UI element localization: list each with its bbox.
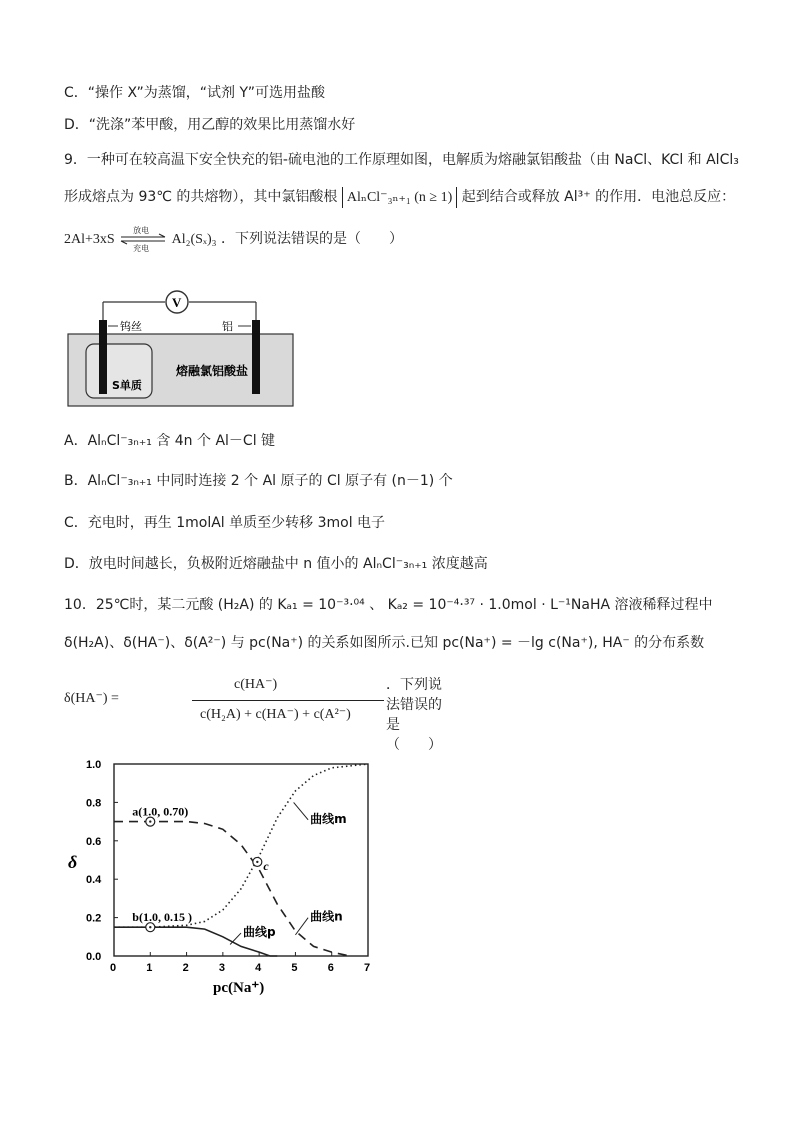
eq-reactants: 2Al+3xS	[64, 232, 115, 247]
q9-equation	[64, 226, 403, 253]
x-tick-label: 2	[182, 962, 189, 974]
x-tick-label: 6	[327, 962, 334, 974]
q9-line2-text2: 起到结合或释放 Al³⁺ 的作用．电池总反应：	[461, 189, 736, 205]
point-center	[149, 926, 151, 928]
q9-line2	[64, 186, 735, 208]
series-label: 曲线p	[243, 925, 276, 940]
formula-tail: ．下列说法错误的是（ ）	[386, 677, 442, 753]
point-center	[256, 861, 258, 863]
y-axis-label: δ	[68, 852, 78, 872]
y-tick-label: 0.6	[86, 835, 102, 848]
y-tick-label: 0.8	[86, 797, 102, 810]
series-label-leader	[294, 802, 309, 819]
y-tick-label: 0.4	[86, 874, 102, 887]
q9-option-d: D．放电时间越长，负极附近熔融盐中 n 值小的 AlₙCl⁻₃ₙ₊₁ 浓度越高	[64, 556, 488, 572]
point-label: c	[263, 858, 269, 873]
formula-lhs: δ(HA⁻) =	[64, 691, 119, 706]
series-label: 曲线n	[310, 909, 343, 924]
series-line-曲线n	[114, 822, 350, 956]
x-tick-label: 5	[291, 962, 298, 974]
series-label-leader	[295, 918, 308, 935]
fraction-bar	[192, 700, 384, 701]
q9-line2-text: 形成熔点为 93℃ 的共熔物），其中氯铝酸根	[64, 189, 338, 205]
eq-product: Al₂(Sₓ)₃	[171, 232, 217, 247]
eq-arrow-top: 放电	[133, 226, 150, 235]
q9-option-a: A．AlₙCl⁻₃ₙ₊₁ 含 4n 个 Al－Cl 键	[64, 433, 276, 449]
aluminum-label: 铝	[222, 320, 233, 333]
chloroaluminate-ion: AlₙCl⁻₃ₙ₊₁ (n ≥ 1)	[342, 187, 457, 208]
tungsten-label: 钨丝	[120, 320, 142, 333]
sulfur-label: S单质	[112, 379, 142, 392]
point-center	[149, 820, 151, 822]
x-tick-label: 7	[364, 962, 371, 974]
aluminum-electrode	[252, 320, 260, 394]
x-tick-label: 3	[218, 962, 225, 974]
x-tick-label: 1	[146, 962, 153, 974]
q9-option-b: B．AlₙCl⁻₃ₙ₊₁ 中同时连接 2 个 Al 原子的 Cl 原子有 (n－1) 个	[64, 473, 453, 489]
option-c-prev: C．“操作 X”为蒸馏，“试剂 Y”可选用盐酸	[64, 85, 326, 101]
q10-line1: 10．25℃时，某二元酸 (H₂A) 的 Kₐ₁ = 10⁻³·⁰⁴ 、 Kₐ₂ = 10⁻⁴·³⁷ · 1.0mol · L⁻¹NaHA 溶液稀释过程中	[64, 597, 713, 613]
point-label: a(1.0, 0.70)	[132, 804, 189, 819]
tungsten-electrode	[99, 320, 107, 394]
x-axis-label: pc(Na⁺)	[213, 980, 265, 996]
formula-numerator: c(HA⁻)	[234, 677, 278, 692]
eq-arrow-bottom: 充电	[133, 244, 150, 253]
point-label: b(1.0, 0.15 )	[132, 910, 192, 925]
x-tick-label: 0	[110, 962, 117, 974]
equilibrium-arrows	[119, 231, 167, 247]
eq-arrow	[119, 226, 167, 253]
q10-line2: δ(H₂A)、δ(HA⁻)、δ(A²⁻) 与 pc(Na⁺) 的关系如图所示.已知 pc(Na⁺) = －lg c(Na⁺), HA⁻ 的分布系数	[64, 635, 705, 651]
eq-tail: ．下列说法错误的是（ ）	[220, 231, 403, 247]
x-tick-label: 4	[255, 962, 262, 974]
series-label: 曲线m	[310, 811, 347, 826]
y-tick-label: 0.2	[86, 912, 102, 925]
q9-option-c: C．充电时，再生 1molAl 单质至少转移 3mol 电子	[64, 515, 386, 531]
electrolyte-label: 熔融氯铝酸盐	[176, 364, 249, 378]
option-d-prev: D．“洗涤”苯甲酸，用乙醇的效果比用蒸馏水好	[64, 117, 356, 133]
y-tick-label: 1.0	[86, 759, 102, 771]
voltmeter-label: V	[172, 295, 182, 310]
series-line-曲线m	[114, 764, 368, 927]
distribution-chart	[64, 752, 384, 1002]
formula-denominator: c(H₂A) + c(HA⁻) + c(A²⁻)	[200, 707, 351, 722]
battery-diagram	[66, 286, 296, 416]
distribution-coefficient-formula	[64, 676, 442, 753]
y-tick-label: 0.0	[86, 951, 102, 963]
q9-line1: 9．一种可在较高温下安全快充的铝-硫电池的工作原理如图，电解质为熔融氯铝酸盐（由 NaCl、KCl 和 AlCl₃	[64, 152, 739, 168]
